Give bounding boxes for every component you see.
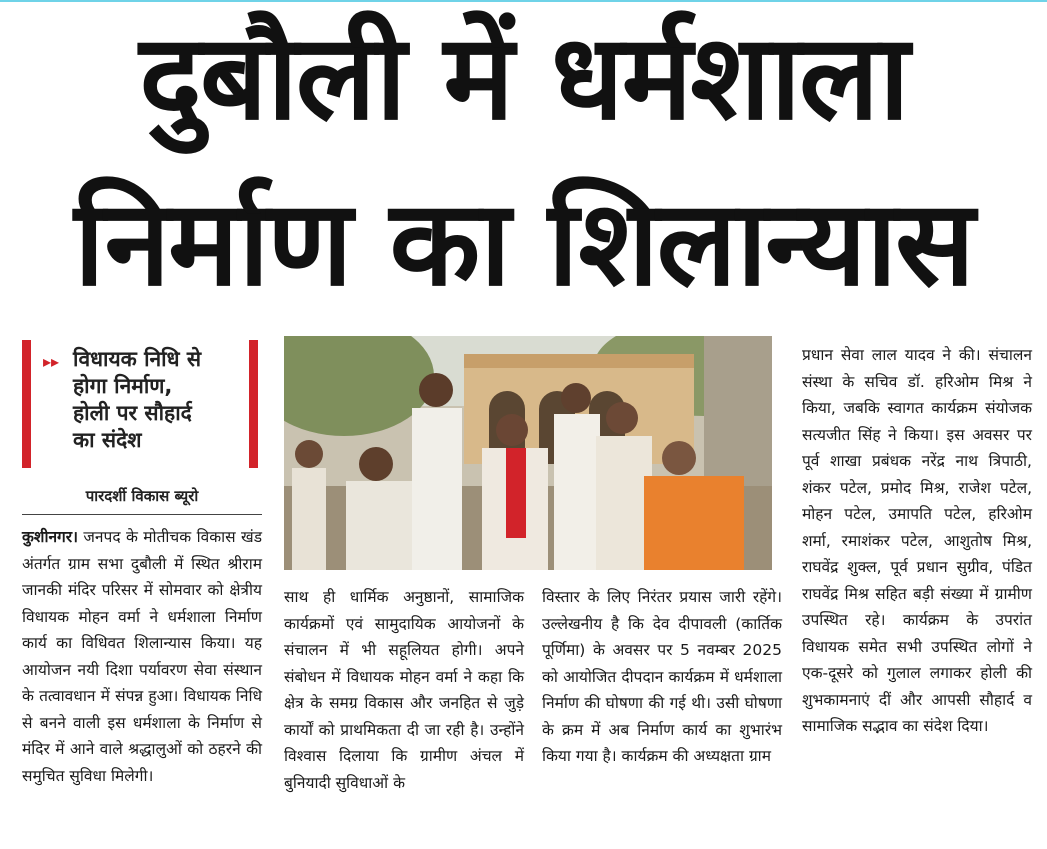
article-column-3: विस्तार के लिए निरंतर प्रयास जारी रहेंगे। उल्लेखनीय है कि देव दीपावली (कार्तिक पूर्णिमा) के अवसर पर 5 नवम्बर 2025 को आयोजित दीपदान कार्यक्रम में धर्मशाला निर्माण की घोषणा की गई थी। उसी घोषणा के क्रम में अब निर्माण कार्य का शुभारंभ किया गया है। कार्यक्रम की अध्यक्षता ग्राम bbox=[542, 588, 782, 765]
headline-line-2: निर्माण का शिलान्यास bbox=[74, 174, 973, 312]
article-column-2: साथ ही धार्मिक अनुष्ठानों, सामाजिक कार्यक्रमों एवं सामुदायिक आयोजनों के संचालन में भी सहूलियत होगी। अपने संबोधन में विधायक मोहन वर्मा ने कहा कि क्षेत्र के समग्र विकास और जनहित से जुड़े कार्यों को प्राथमिकता दी जा रही है। उन्होंने विश्वास दिलाया कि ग्रामीण अंचल में बुनियादी सुविधाओं के bbox=[284, 588, 524, 792]
headline-line-1: दुबौली में धर्मशाला bbox=[139, 8, 908, 146]
subheading-line-4: का संदेश bbox=[73, 428, 142, 452]
news-photo bbox=[284, 336, 772, 570]
article-column-1 bbox=[22, 524, 262, 789]
photo-illustration bbox=[284, 336, 772, 570]
subheading-box bbox=[22, 340, 258, 468]
top-border bbox=[0, 0, 1047, 2]
article-column-4: प्रधान सेवा लाल यादव ने की। संचालन संस्था के सचिव डॉ. हरिओम मिश्र ने किया, जबकि स्वागत कार्यक्रम संयोजक सत्यजीत सिंह ने किया। इस अवसर पर पूर्व शाखा प्रबंधक नरेंद्र नाथ त्रिपाठी, शंकर पटेल, प्रमोद मिश्र, राजेश पटेल, मोहन पटेल, उमापति पटेल, हरिओम शर्मा, रमाशंकर पटेल, आशुतोष मिश्र, राघवेंद्र शुक्ल, पूर्व प्रधान सुग्रीव, पंडित राघवेंद्र मिश्र सहित बड़ी संख्या में ग्रामीण उपस्थित रहे। कार्यक्रम के उपरांत विधायक समेत सभी उपस्थित लोगों ने एक-दूसरे को गुलाल लगाकर होली की शुभकामनाएं दीं और आपसी सौहार्द व सामाजिक सद्भाव का संदेश दिया। bbox=[802, 346, 1032, 735]
column-1-text: जनपद के मोतीचक विकास खंड अंतर्गत ग्राम सभा दुबौली में स्थित श्रीराम जानकी मंदिर परिसर में सोमवार को क्षेत्रीय विधायक मोहन वर्मा ने धर्मशाला निर्माण कार्य का विधिवत शिलान्यास किया। यह आयोजन नयी दिशा पर्यावरण सेवा संस्थान के तत्वावधान में संपन्न हुआ। विधायक निधि से बनने वाली इस धर्मशाला के निर्माण से मंदिर में आने वाले श्रद्धालुओं को ठहरने की समुचित सुविधा मिलेगी। bbox=[22, 528, 262, 785]
double-arrow-icon: ▸▸ bbox=[43, 352, 60, 371]
subheading-line-3: होली पर सौहार्द bbox=[73, 401, 192, 425]
subheading-line-2: होगा निर्माण, bbox=[73, 374, 173, 398]
byline: पारदर्शी विकास ब्यूरो bbox=[85, 487, 199, 505]
dateline: कुशीनगर। bbox=[22, 528, 79, 546]
byline-divider bbox=[22, 514, 262, 515]
subheading-line-1: विधायक निधि से bbox=[73, 347, 202, 371]
